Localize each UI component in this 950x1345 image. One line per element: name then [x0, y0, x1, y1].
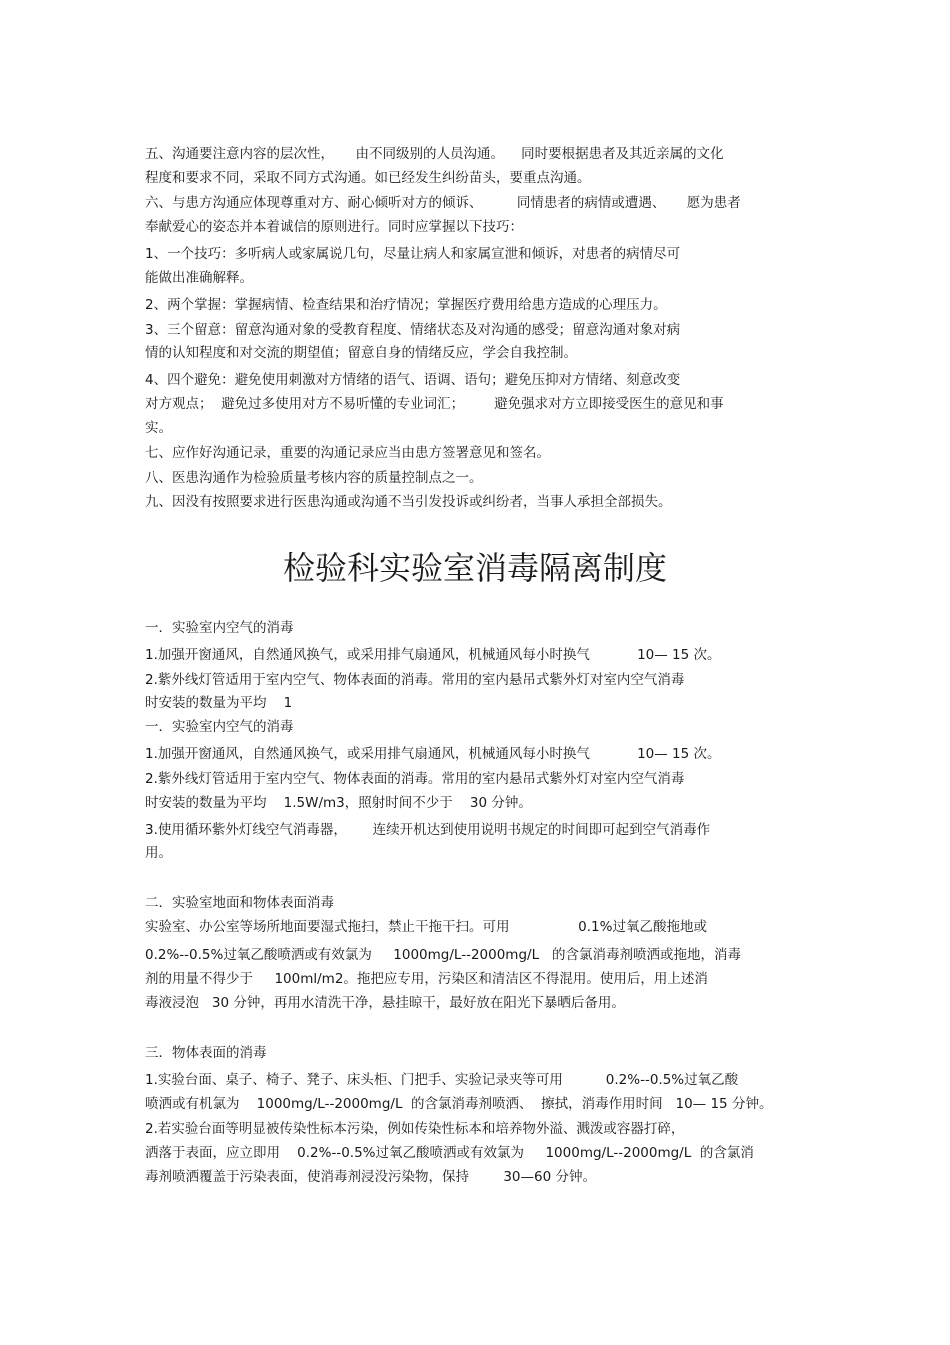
text-line: 程度和要求不同，采取不同方式沟通。如已经发生纠纷苗头，要重点沟通。 — [145, 170, 591, 186]
text-line: 毒液浸泡 30 分钟，再用水清洗干净，悬挂晾干，最好放在阳光下暴晒后备用。 — [145, 995, 625, 1011]
text-line: 2.紫外线灯管适用于室内空气、物体表面的消毒。常用的室内悬吊式紫外灯对室内空气消毒 — [145, 672, 685, 688]
text-line: 0.2%--0.5%过氧乙酸喷洒或有效氯为 1000mg/L--2000mg/L 的含氯消毒剂喷洒或拖地，消毒 — [145, 947, 741, 963]
section-heading: 三．物体表面的消毒 — [145, 1045, 267, 1061]
text-line: 洒落于表面，应立即用 0.2%--0.5%过氧乙酸喷洒或有效氯为 1000mg/L--2000mg/L 的含氯消 — [145, 1145, 754, 1161]
text-line: 对方观点； 避免过多使用对方不易听懂的专业词汇； 避免强求对方立即接受医生的意见和事 — [145, 396, 724, 412]
text-line: 五、沟通要注意内容的层次性， 由不同级别的人员沟通。 同时要根据患者及其近亲属的文化 — [145, 146, 724, 162]
text-line: 能做出准确解释。 — [145, 270, 253, 286]
text-line: 时安装的数量为平均 1 — [145, 695, 293, 711]
text-line: 喷洒或有机氯为 1000mg/L--2000mg/L 的含氯消毒剂喷洒、 擦拭，消毒作用时间 10— 15 分钟。 — [145, 1096, 773, 1112]
page-title: 检验科实验室消毒隔离制度 — [282, 549, 667, 587]
text-line: 奉献爱心的姿态并本着诚信的原则进行。同时应掌握以下技巧： — [145, 219, 523, 235]
text-line: 六、与患方沟通应体现尊重对方、耐心倾听对方的倾诉、 同情患者的病情或遭遇、 愿为患者 — [145, 195, 741, 211]
text-line: 1.加强开窗通风，自然通风换气，或采用排气扇通风，机械通风每小时换气 10— 15 次。 — [145, 647, 721, 663]
section-heading: 一．实验室内空气的消毒 — [145, 620, 294, 636]
text-line: 3、三个留意：留意沟通对象的受教育程度、情绪状态及对沟通的感受；留意沟通对象对病 — [145, 322, 681, 338]
text-line: 1.实验台面、桌子、椅子、凳子、床头柜、门把手、实验记录夹等可用 0.2%--0.5%过氧乙酸 — [145, 1072, 739, 1088]
text-line: 九、因没有按照要求进行医患沟通或沟通不当引发投诉或纠纷者，当事人承担全部损失。 — [145, 494, 672, 510]
text-line: 七、应作好沟通记录，重要的沟通记录应当由患方签署意见和签名。 — [145, 445, 550, 461]
text-line: 情的认知程度和对交流的期望值；留意自身的情绪反应，学会自我控制。 — [145, 345, 577, 361]
text-line: 1.加强开窗通风，自然通风换气，或采用排气扇通风，机械通风每小时换气 10— 15 次。 — [145, 746, 721, 762]
text-line: 实。 — [145, 420, 172, 436]
text-line: 2、两个掌握：掌握病情、检查结果和治疗情况；掌握医疗费用给患方造成的心理压力。 — [145, 297, 667, 313]
text-line: 2.紫外线灯管适用于室内空气、物体表面的消毒。常用的室内悬吊式紫外灯对室内空气消毒 — [145, 771, 685, 787]
text-line: 2.若实验台面等明显被传染性标本污染，例如传染性标本和培养物外溢、溅泼或容器打碎， — [145, 1121, 685, 1137]
text-line: 实验室、办公室等场所地面要湿式拖扫，禁止干拖干扫。可用 0.1%过氧乙酸拖地或 — [145, 919, 707, 935]
text-line: 剂的用量不得少于 100ml/m2。拖把应专用，污染区和清洁区不得混用。使用后，用上述消 — [145, 971, 708, 987]
text-line: 1、一个技巧：多听病人或家属说几句，尽量让病人和家属宣泄和倾诉，对患者的病情尽可 — [145, 246, 681, 262]
text-line: 用。 — [145, 845, 172, 861]
section-heading: 一．实验室内空气的消毒 — [145, 719, 294, 735]
text-line: 4、四个避免：避免使用刺激对方情绪的语气、语调、语句；避免压抑对方情绪、刻意改变 — [145, 372, 681, 388]
text-line: 毒剂喷洒覆盖于污染表面，使消毒剂浸没污染物，保持 30—60 分钟。 — [145, 1169, 596, 1185]
section-heading: 二．实验室地面和物体表面消毒 — [145, 895, 334, 911]
text-line: 时安装的数量为平均 1.5W/m3，照射时间不少于 30 分钟。 — [145, 795, 532, 811]
text-line: 3.使用循环紫外灯线空气消毒器， 连续开机达到使用说明书规定的时间即可起到空气消毒作 — [145, 822, 711, 838]
text-line: 八、医患沟通作为检验质量考核内容的质量控制点之一。 — [145, 470, 483, 486]
